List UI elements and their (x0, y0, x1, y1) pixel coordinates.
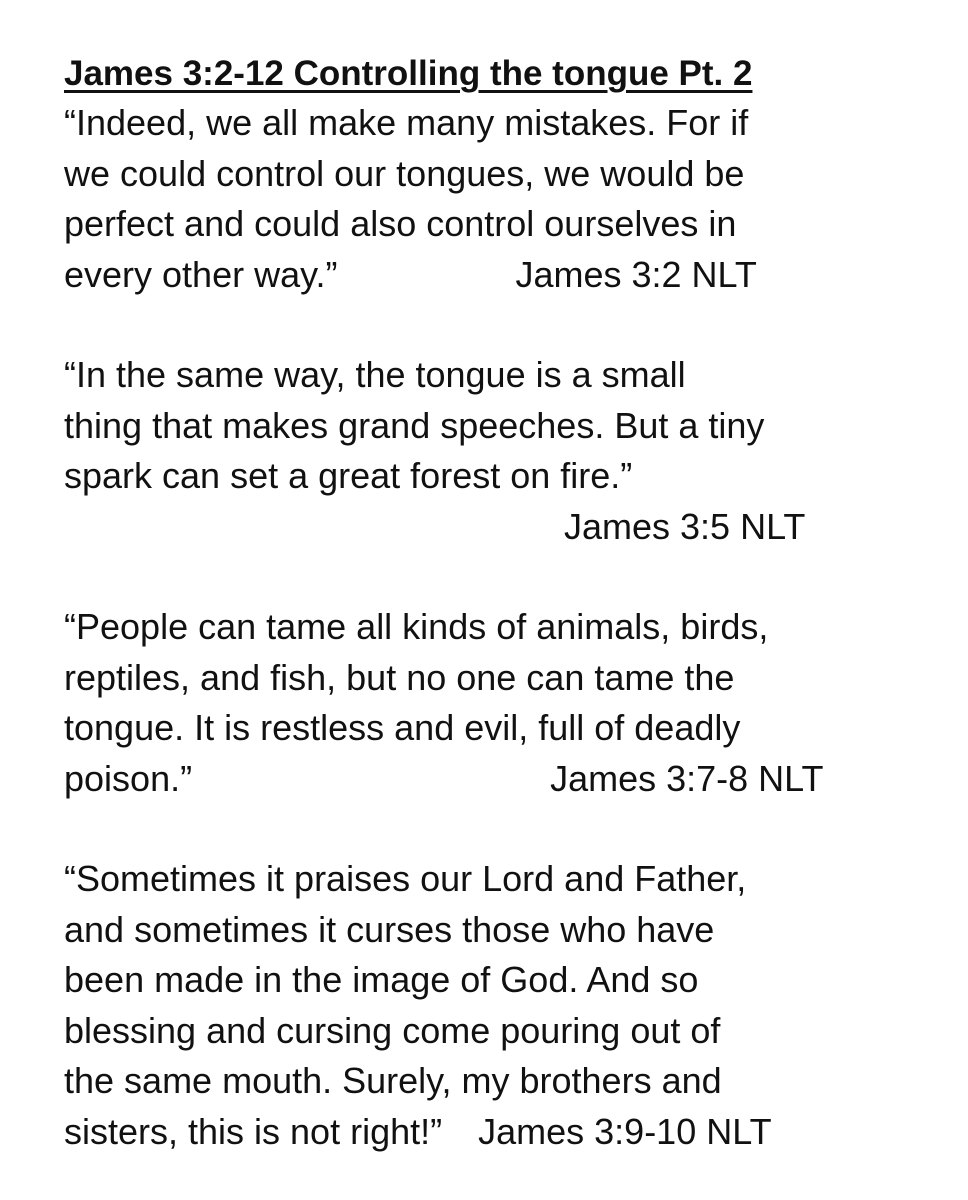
passage-line: sisters, this is not right!” (64, 1110, 443, 1152)
passage-line: every other way.” (64, 253, 338, 295)
passage-line: we could control our tongues, we would be (64, 152, 745, 194)
passage-line-with-reference (64, 754, 954, 805)
document-page (64, 50, 954, 1157)
passage-line: poison.” (64, 757, 193, 799)
passage-line: perfect and could also control ourselves in (64, 203, 737, 244)
spacer (64, 552, 954, 602)
passage-james-3-5 (64, 350, 954, 552)
passage-james-3-7-8 (64, 602, 954, 804)
spacer (64, 804, 954, 854)
passage-line: “Sometimes it praises our Lord and Father, (64, 858, 747, 899)
passage-james-3-9-10 (64, 854, 954, 1157)
passage-line: “Indeed, we all make many mistakes. For if (64, 102, 749, 143)
passage-line: the same mouth. Surely, my brothers and (64, 1060, 722, 1101)
passage-line-with-reference (64, 1107, 954, 1158)
passage-line: and sometimes it curses those who have (64, 908, 715, 950)
passage-james-3-2 (64, 98, 954, 300)
passage-line: reptiles, and fish, but no one can tame the (64, 656, 735, 698)
passage-line: “People can tame all kinds of animals, birds, (64, 606, 769, 647)
passage-line: spark can set a great forest on fire.” (64, 455, 633, 496)
scripture-reference: James 3:5 NLT (564, 505, 806, 547)
spacer (64, 300, 954, 350)
scripture-reference: James 3:2 NLT (515, 253, 757, 295)
passage-line-with-reference (64, 250, 954, 301)
passage-line: “In the same way, the tongue is a small (64, 354, 686, 395)
scripture-reference: James 3:9-10 NLT (478, 1110, 772, 1152)
passage-line: tongue. It is restless and evil, full of deadly (64, 707, 741, 748)
scripture-reference: James 3:7-8 NLT (550, 757, 824, 799)
document-title: James 3:2-12 Controlling the tongue Pt. 2 (64, 54, 753, 93)
passage-line: thing that makes grand speeches. But a tiny (64, 404, 765, 446)
passage-line-with-reference (64, 502, 954, 553)
passage-line: been made in the image of God. And so (64, 959, 699, 1000)
passage-line: blessing and cursing come pouring out of (64, 1009, 721, 1051)
